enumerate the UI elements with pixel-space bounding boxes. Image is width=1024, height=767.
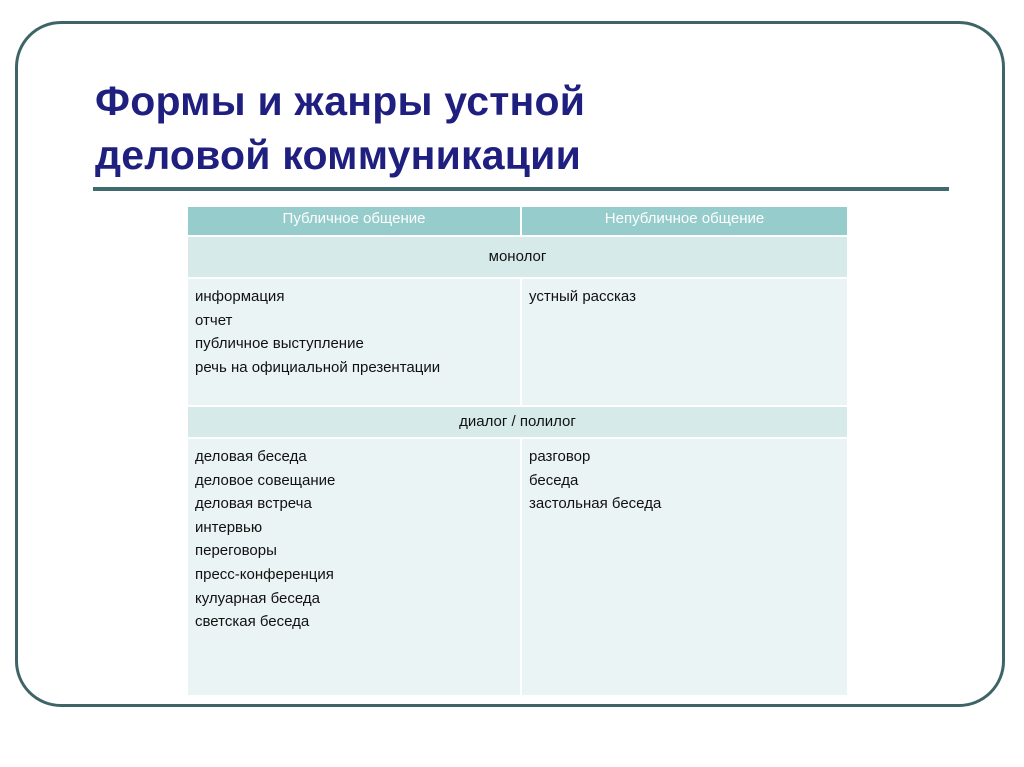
- slide-title-line-1: Формы и жанры устной: [95, 78, 586, 124]
- list-item: переговоры: [195, 542, 277, 560]
- title-divider: [93, 187, 949, 191]
- list-item: деловое совещание: [195, 471, 336, 489]
- list-dialog-public: [195, 445, 520, 634]
- slide-title-line-2: деловой коммуникации: [95, 132, 581, 178]
- list-item: светская беседа: [195, 613, 310, 631]
- cell-monolog-public: [187, 278, 521, 406]
- list-item: информация: [195, 288, 285, 305]
- list-monolog-public: [195, 285, 520, 379]
- header-public: Публичное общение: [187, 206, 521, 236]
- list-dialog-non-public: [529, 445, 847, 516]
- section-row-dialog: [187, 406, 848, 438]
- list-item: публичное выступление: [195, 335, 364, 353]
- cell-monolog-non-public: [521, 278, 848, 406]
- section-row-monolog: [187, 236, 848, 278]
- section-label-monolog: монолог: [187, 236, 848, 278]
- table-row-monolog: [187, 278, 848, 406]
- section-label-dialog: диалог / полилог: [187, 406, 848, 438]
- cell-dialog-non-public: [521, 438, 848, 696]
- list-item: деловая встреча: [195, 495, 312, 513]
- communication-genres-table: [186, 205, 849, 697]
- list-monolog-non-public: [529, 285, 847, 309]
- list-item: речь на официальной презентации: [195, 358, 441, 376]
- list-item: разговор: [529, 448, 591, 465]
- table-header-row: [187, 206, 848, 236]
- slide-title: [95, 74, 895, 182]
- list-item: застольная беседа: [529, 495, 662, 513]
- list-item: деловая беседа: [195, 448, 307, 465]
- table-row-dialog: [187, 438, 848, 696]
- cell-dialog-public: [187, 438, 521, 696]
- list-item: пресс-конференция: [195, 565, 334, 583]
- header-non-public: Непубличное общение: [521, 206, 848, 236]
- list-item: устный рассказ: [529, 288, 636, 305]
- list-item: кулуарная беседа: [195, 589, 320, 607]
- list-item: беседа: [529, 471, 579, 489]
- list-item: интервью: [195, 518, 263, 536]
- list-item: отчет: [195, 311, 233, 329]
